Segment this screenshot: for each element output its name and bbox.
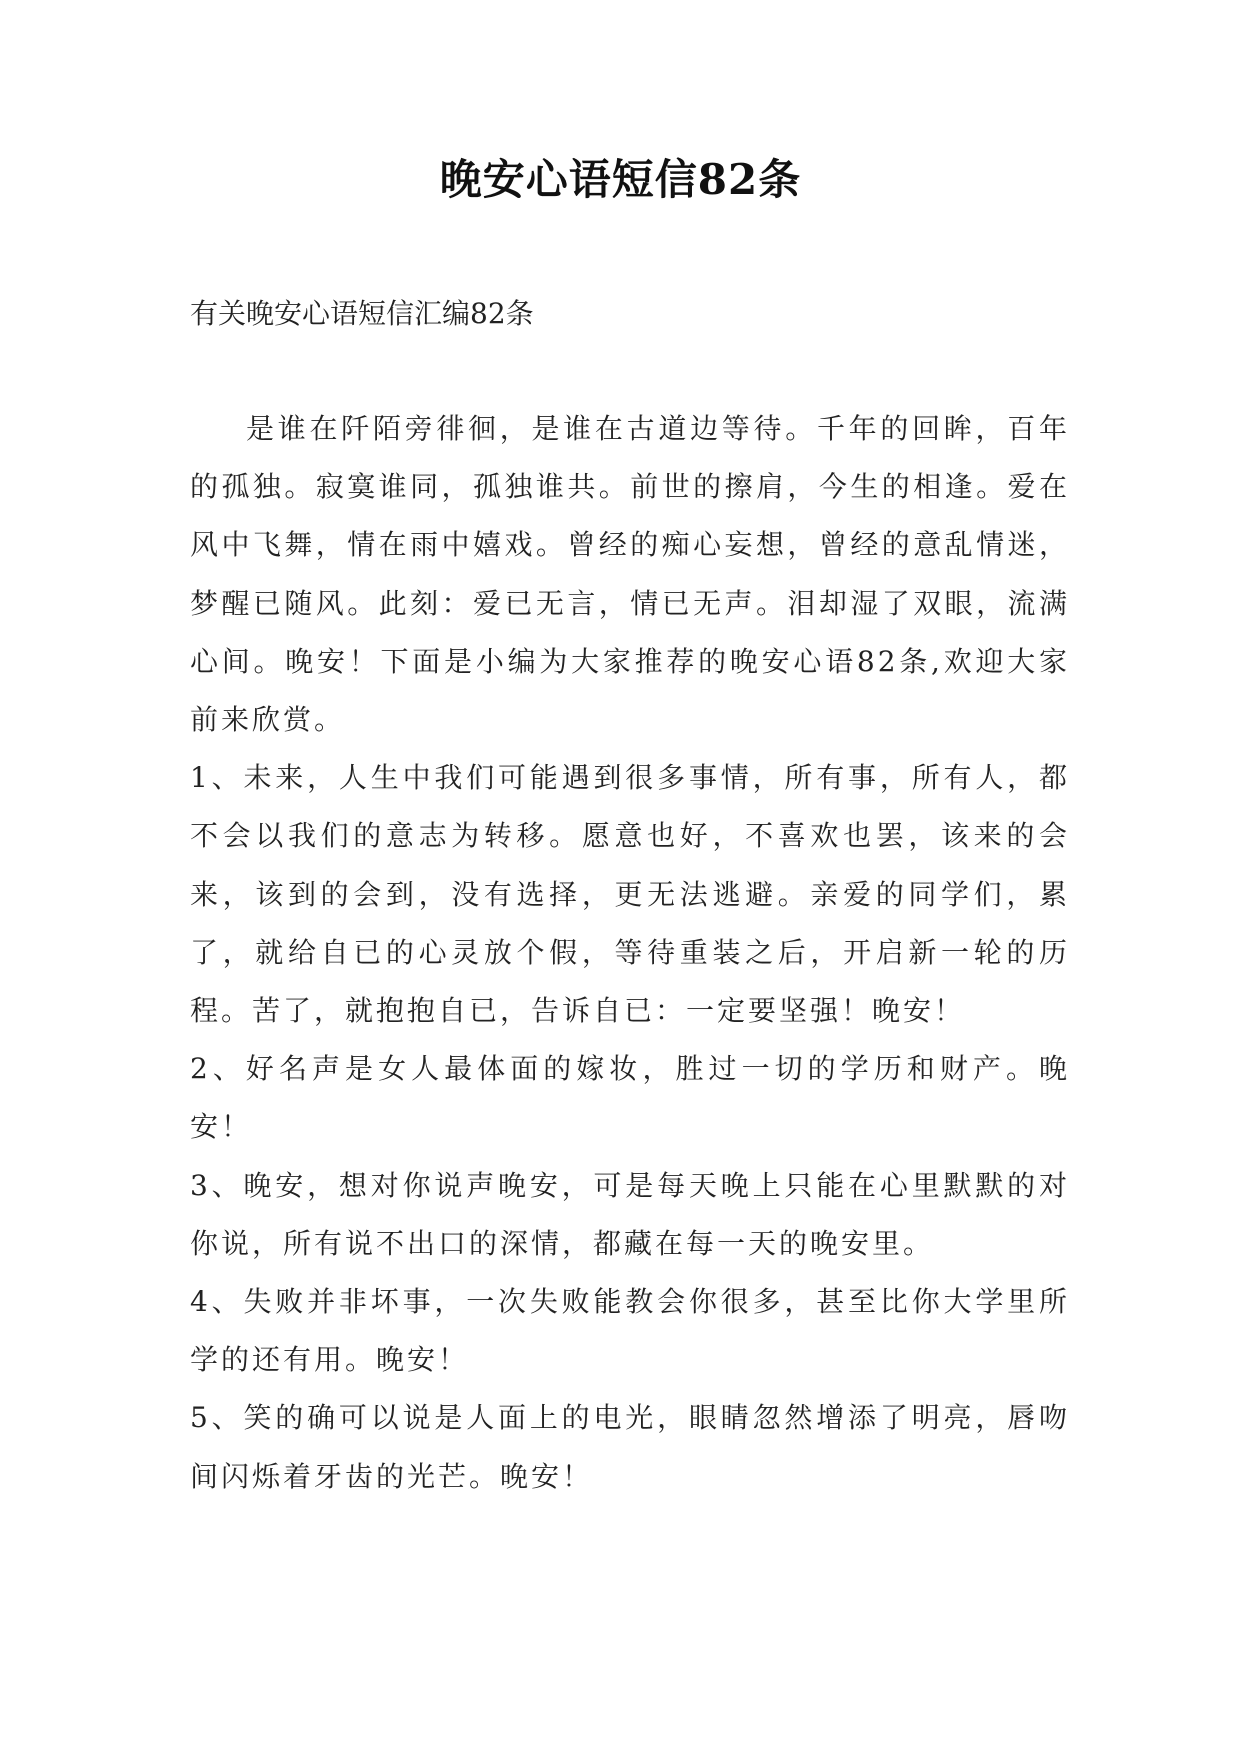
list-item: 4、失败并非坏事，一次失败能教会你很多，甚至比你大学里所学的还有用。晚安！ [190,1285,1070,1377]
document-title: 晚安心语短信82条 [439,155,802,204]
intro-paragraph: 是谁在阡陌旁徘徊，是谁在古道边等待。千年的回眸，百年的孤独。寂寞谁同，孤独谁共。前世的擦肩，今生的相逢。爱在风中飞舞，情在雨中嬉戏。曾经的痴心妄想，曾经的意乱情迷，梦醒已随风。此刻：爱已无言，情已无声。泪却湿了双眼，流满心间。晚安！下面是小编为大家推荐的晚安心语82条,欢迎大家前来欣赏。 [190,412,1070,737]
document-body [190,400,1070,1506]
list-item: 2、好名声是女人最体面的嫁妆，胜过一切的学历和财产。晚安！ [190,1052,1070,1144]
list-item: 5、笑的确可以说是人面上的电光，眼睛忽然增添了明亮，唇吻间闪烁着牙齿的光芒。晚安！ [190,1401,1070,1493]
list-item: 1、未来，人生中我们可能遇到很多事情，所有事，所有人，都不会以我们的意志为转移。愿意也好，不喜欢也罢，该来的会来，该到的会到，没有选择，更无法逃避。亲爱的同学们，累了，就给自已的心灵放个假，等待重装之后，开启新一轮的历程。苦了，就抱抱自已，告诉自已：一定要坚强！晚安！ [190,761,1070,1028]
document-subtitle: 有关晚安心语短信汇编82条 [190,297,534,330]
list-item: 3、晚安，想对你说声晚安，可是每天晚上只能在心里默默的对你说，所有说不出口的深情，都藏在每一天的晚安里。 [190,1168,1070,1260]
